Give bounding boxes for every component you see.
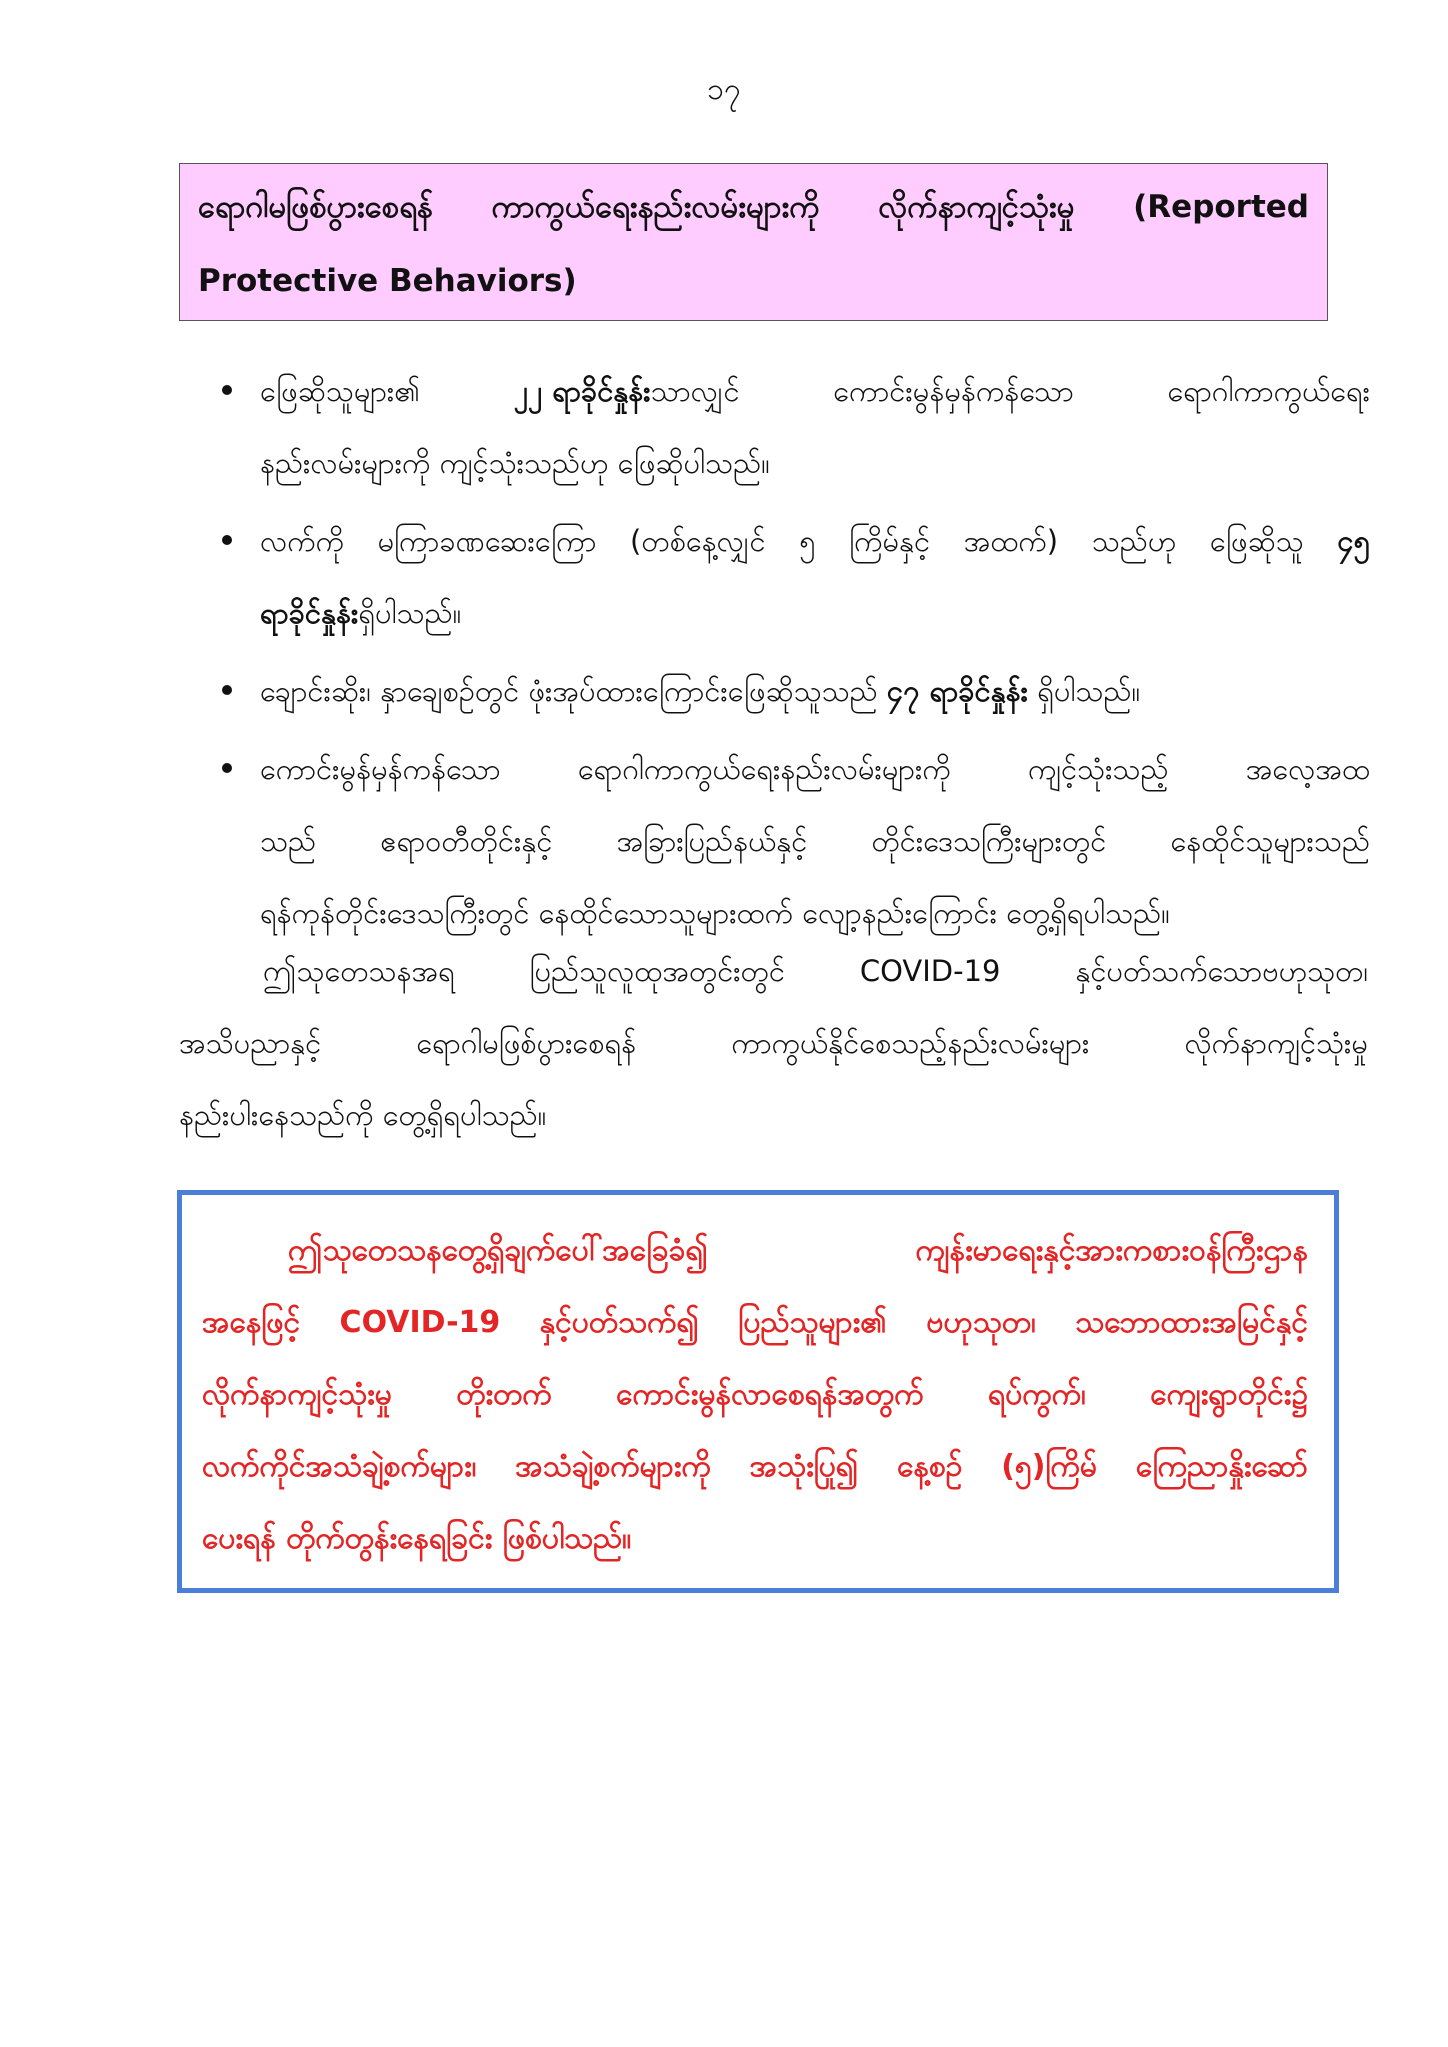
finding-word: တိုင်းဒေသကြီးများတွင် xyxy=(871,824,1107,858)
callout-word: သဘောထားအမြင်နှင့် xyxy=(1075,1305,1308,1340)
header-word: ကာကွယ်ရေးနည်းလမ်းများကို xyxy=(491,189,820,225)
finding-word: ရှိပါသည်။ xyxy=(358,596,462,630)
finding-line: ရန်ကုန်တိုင်းဒေသကြီးတွင် နေထိုင်သောသူများထက် လျော့နည်းကြောင်း တွေ့ရှိရပါသည်။ xyxy=(260,896,1170,930)
finding-line xyxy=(260,655,1370,727)
section-header-line-1 xyxy=(198,170,1309,244)
callout-word: ဤသုတေသနတွေ့ရှိချက်ပေါ်အခြေခံ၍ xyxy=(288,1233,708,1268)
finding-word: (တစ်နေ့လျှင် xyxy=(630,524,766,558)
finding-word: ကောင်းမွန်မှန်ကန်သော xyxy=(260,752,501,786)
finding-word: ဖြေဆိုသူများ၏ xyxy=(260,374,421,408)
summary-paragraph xyxy=(179,935,1368,1151)
finding-word: သည်ဟု xyxy=(1091,524,1177,558)
callout-word: လက်ကိုင်အသံချဲ့စက်များ၊ xyxy=(202,1449,477,1484)
finding-word: ကြိမ်နှင့် xyxy=(849,524,931,558)
callout-word: (၅)ကြိမ် xyxy=(1001,1449,1098,1484)
finding-word: အခြားပြည်နယ်နှင့် xyxy=(616,824,808,858)
finding-item xyxy=(210,505,1370,649)
summary-word: ကာကွယ်နိုင်စေသည့်နည်းလမ်းများ xyxy=(731,1026,1090,1060)
summary-word: နှင့်ပတ်သက်သောဗဟုသုတ၊ xyxy=(1075,954,1368,988)
finding-word: သည် xyxy=(260,824,317,858)
finding-line xyxy=(260,577,1370,649)
finding-word: ကောင်းမွန်မှန်ကန်သော xyxy=(833,374,1074,408)
callout-word: နေ့စဉ် xyxy=(897,1449,963,1484)
finding-word: ရောဂါကာကွယ်ရေးနည်းလမ်းများကို xyxy=(577,752,951,786)
summary-word: ရောဂါမဖြစ်ပွားစေရန် xyxy=(416,1026,637,1060)
findings-list xyxy=(210,355,1370,955)
header-word: (Reported xyxy=(1133,189,1309,225)
callout-line xyxy=(202,1287,1308,1359)
finding-line xyxy=(260,733,1370,805)
header-word: လိုက်နာကျင့်သုံးမှု xyxy=(878,189,1075,225)
callout-word: အသုံးပြု၍ xyxy=(749,1449,859,1484)
summary-word: အသိပညာနှင့် xyxy=(179,1026,322,1060)
finding-word: နေထိုင်သူများသည် xyxy=(1170,824,1370,858)
callout-word: ဗဟုသုတ၊ xyxy=(926,1305,1036,1340)
bullet-icon xyxy=(222,535,232,545)
finding-word: ရောဂါကာကွယ်ရေး xyxy=(1167,374,1370,408)
bullet-icon xyxy=(222,685,232,695)
callout-word: ပြည်သူများ၏ xyxy=(738,1305,888,1340)
callout-word: ရပ်ကွက်၊ xyxy=(988,1377,1086,1412)
summary-line: နည်းပါးနေသည်ကို တွေ့ရှိရပါသည်။ xyxy=(179,1098,547,1132)
finding-percentage: ၄၇ ရာခိုင်နှုန်း xyxy=(886,674,1028,708)
finding-word: ၅ xyxy=(799,524,816,558)
finding-text: ချောင်းဆိုး၊ နှာချေစဉ်တွင် ဖုံးအုပ်ထားကြောင်းဖြေဆိုသူသည် xyxy=(260,674,887,708)
recommendation-callout xyxy=(177,1190,1339,1593)
callout-word: ကျန်းမာရေးနှင့်အားကစားဝန်ကြီးဌာန xyxy=(915,1233,1308,1268)
section-header-line-2: Protective Behaviors) xyxy=(198,263,577,299)
finding-item xyxy=(210,355,1370,499)
finding-word: အလေ့အထ xyxy=(1245,752,1370,786)
finding-word: လက်ကို xyxy=(260,524,344,558)
finding-line: နည်းလမ်းများကို ကျင့်သုံးသည်ဟု ဖြေဆိုပါသည်။ xyxy=(260,446,770,480)
finding-word: ဖြေဆိုသူ xyxy=(1209,524,1304,558)
callout-word: အသံချဲ့စက်များကို xyxy=(515,1449,711,1484)
callout-line xyxy=(202,1431,1308,1503)
finding-line xyxy=(260,355,1370,427)
summary-line xyxy=(179,935,1368,1007)
summary-word: လိုက်နာကျင့်သုံးမှု xyxy=(1184,1026,1368,1060)
summary-word: ပြည်သူလူထုအတွင်းတွင် xyxy=(529,954,785,988)
finding-word: မကြာခဏဆေးကြော xyxy=(377,524,597,558)
page-number: ၁၇ xyxy=(707,72,741,107)
finding-word: သာလျှင် xyxy=(650,374,740,408)
summary-word: ဤသုတေသနအရ xyxy=(263,954,455,988)
finding-percentage: ရာခိုင်နှုန်း xyxy=(260,596,359,630)
bullet-icon xyxy=(222,385,232,395)
callout-line: ပေးရန် တိုက်တွန်းနေရခြင်း ဖြစ်ပါသည်။ xyxy=(202,1521,632,1556)
callout-word: တိုးတက် xyxy=(456,1377,552,1412)
finding-line xyxy=(260,805,1370,877)
finding-word: ဧရာဝတီတိုင်းနှင့် xyxy=(380,824,553,858)
finding-word: အထက်) xyxy=(963,524,1059,558)
section-header xyxy=(179,163,1328,321)
finding-percentage: ၂၂ ရာခိုင်နှုန်း xyxy=(513,374,651,408)
bullet-icon xyxy=(222,763,232,773)
callout-line xyxy=(202,1215,1308,1287)
callout-word: COVID-19 xyxy=(339,1305,501,1340)
callout-word: ကြေညာနှိုးဆော် xyxy=(1135,1449,1308,1484)
callout-word: အနေဖြင့် xyxy=(202,1305,301,1340)
callout-word: ကျေးရွာတိုင်း၌ xyxy=(1150,1377,1308,1412)
finding-percentage: ၄၅ xyxy=(1337,524,1370,558)
header-word: ရောဂါမဖြစ်ပွားစေရန် xyxy=(198,189,433,225)
finding-line xyxy=(260,505,1370,577)
finding-item xyxy=(210,733,1370,949)
finding-text: ရှိပါသည်။ xyxy=(1027,674,1141,708)
summary-word: COVID-19 xyxy=(859,954,1001,988)
callout-word: နှင့်ပတ်သက်၍ xyxy=(539,1305,699,1340)
summary-line xyxy=(179,1007,1368,1079)
callout-word: လိုက်နာကျင့်သုံးမှု xyxy=(202,1377,392,1412)
callout-word: ကောင်းမွန်လာစေရန်အတွက် xyxy=(616,1377,924,1412)
finding-item xyxy=(210,655,1370,727)
finding-word: ကျင့်သုံးသည့် xyxy=(1027,752,1169,786)
callout-line xyxy=(202,1359,1308,1431)
